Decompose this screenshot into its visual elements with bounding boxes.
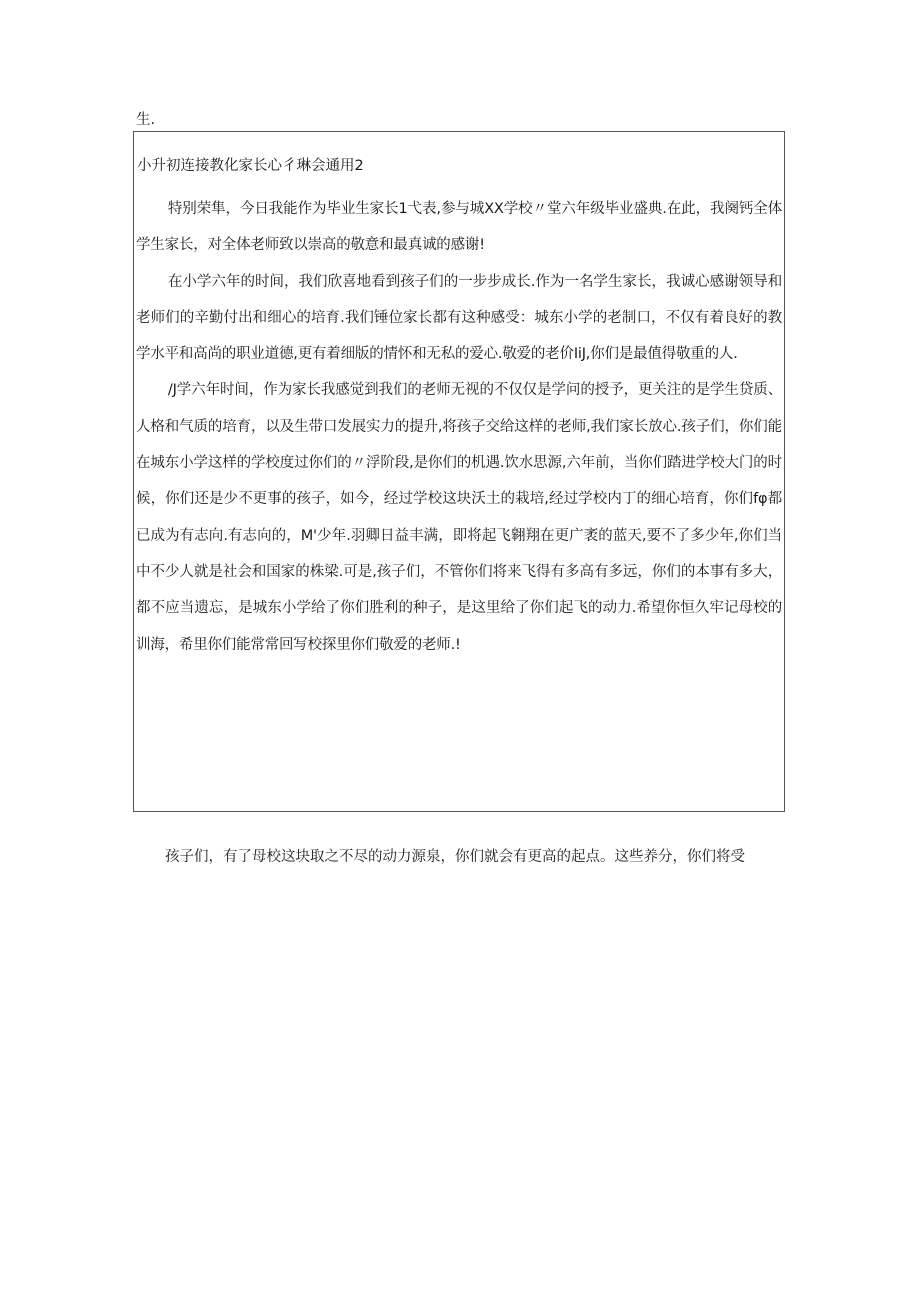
bordered-text-box — [133, 131, 785, 812]
paragraph-1: 特别荣隼，今日我能作为毕业生家长1弋表,参与城XX学校〃堂六年级毕业盛典.在此，我阕钙全体学生家长，对全体老师致以崇高的敬意和最真诚的感谢! — [136, 201, 782, 254]
top-text-fragment: 生. — [136, 112, 156, 128]
box-body — [136, 191, 782, 663]
paragraph-3: /J学六年时间，作为家长我感觉到我们的老师无视的不仅仅是学问的授予，更关注的是学生贷质、人格和气质的培育，以及生带口发展实力的提升,将孩子交给这样的老师,我们家长放心.孩子们，你们能在城东小学这样的学校度过你们的〃浮阶段,是你们的机遇.饮水思源,六年前，当你们踏进学校大门的时候，你们还是少不更事的孩子，如今，经过学校这块沃土的栽培,经过学校内丁的细心培育，你们fφ都已成为有志向.有志向的，M'少年.羽卿日益丰满，即将起飞翱翔在更广袤的蓝天,要不了多少年,你们当中不少人就是社会和国家的株梁.可是,孩子们，不管你们将来飞得有多高有多远，你们的本事有多大，都不应当遗忘，是城东小学给了你们胜利的种子，是这里给了你们起飞的动力.希望你恒久牢记母校的训海，希里你们能常常回写校探里你们敬爱的老师.! — [136, 382, 782, 653]
paragraph-2: 在小学六年的时间，我们欣喜地看到孩子们的一步步成长.作为一名学生家长，我诚心感谢领导和老师们的辛勤付出和细心的培育.我们锤位家长都有这种感受：城东小学的老制口，不仅有着良好的教学水平和高尚的职业道德,更有着细版的情怀和无私的爱心.敬爱的老价IiJ,你们是最值得敬重的人. — [136, 273, 782, 363]
bottom-paragraph: 孩子们，有了母校这块取之不尽的动力源泉，你们就会有更高的起点。这些养分，你们将受 — [165, 849, 745, 865]
section-title: 小升初连接教化家长心彳琳会通用2 — [137, 158, 364, 174]
